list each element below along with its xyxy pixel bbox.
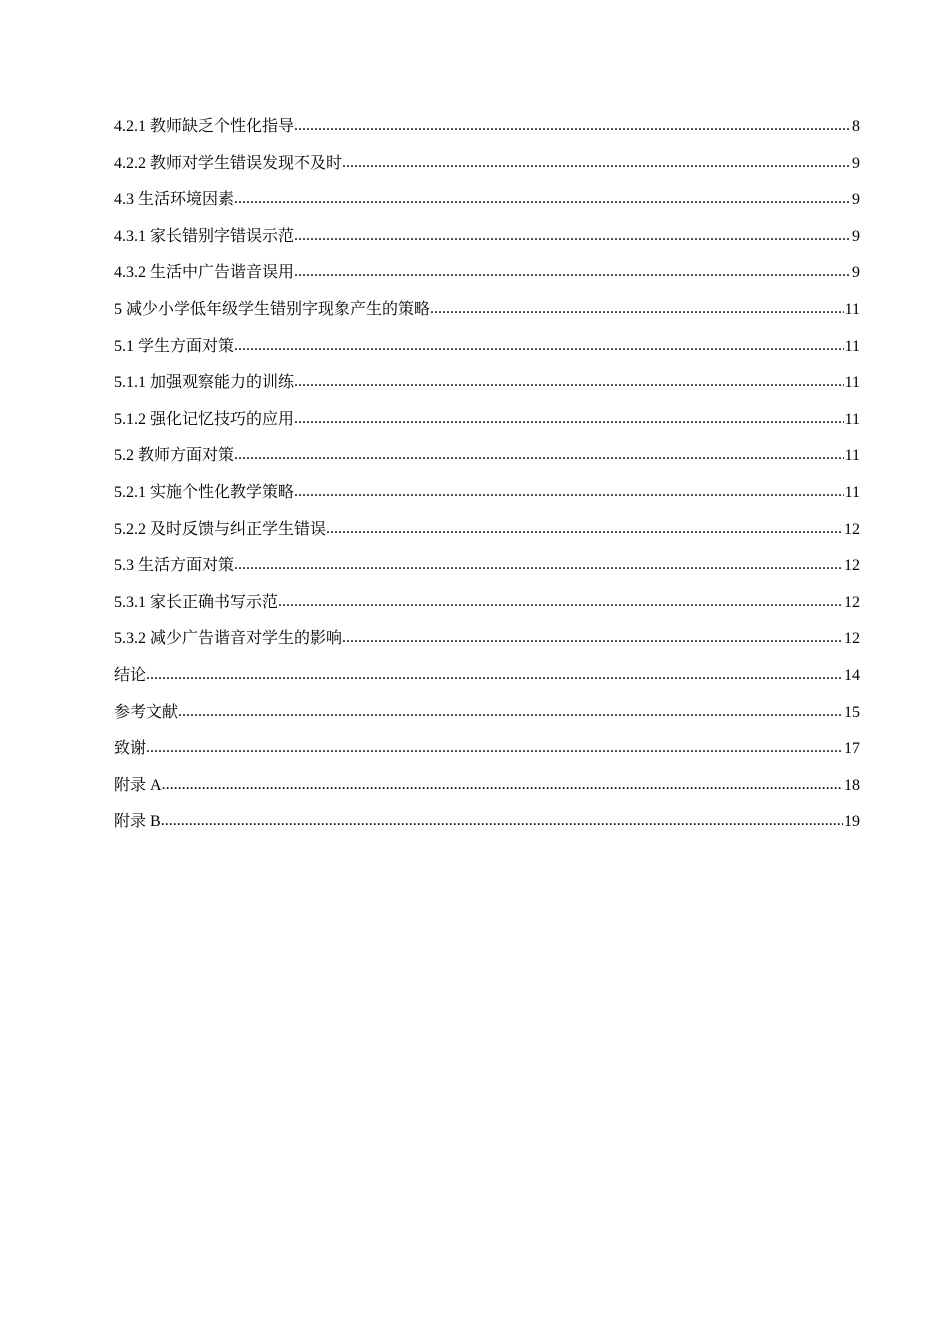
toc-entry[interactable] <box>114 402 860 439</box>
toc-dot-leader <box>342 145 851 182</box>
toc-entry-title: 4.2.1 教师缺乏个性化指导 <box>114 118 295 135</box>
toc-dot-leader <box>146 730 843 767</box>
toc-entry-title: 5 减少小学低年级学生错别字现象产生的策略 <box>114 300 431 318</box>
toc-dot-leader <box>294 108 851 145</box>
toc-entry[interactable] <box>114 182 860 219</box>
toc-entry-page: 12 <box>844 593 860 611</box>
toc-entry-title: 4.2.2 教师对学生错误发现不及时 <box>114 154 343 172</box>
toc-dot-leader <box>294 254 851 291</box>
toc-entry-page: 11 <box>844 300 860 318</box>
toc-dot-leader <box>342 620 843 657</box>
toc-entry-page: 18 <box>844 776 860 794</box>
toc-dot-leader <box>161 803 843 840</box>
toc-entry-title: 5.2.2 及时反馈与纠正学生错误 <box>114 520 327 538</box>
toc-entry-title: 5.3.1 家长正确书写示范 <box>114 593 279 611</box>
toc-entry-page: 11 <box>844 447 860 465</box>
toc-dot-leader <box>146 657 843 694</box>
toc-entry-title: 结论 <box>114 666 147 684</box>
toc-entry-title: 5.3.2 减少广告谐音对学生的影响 <box>114 630 343 648</box>
toc-entry-title: 5.3 生活方面对策 <box>114 557 235 575</box>
toc-entry[interactable] <box>114 329 860 366</box>
toc-entry-title: 4.3 生活环境因素 <box>114 191 235 209</box>
toc-entry[interactable] <box>114 731 860 768</box>
toc-entry-title: 5.1.1 加强观察能力的训练 <box>114 374 295 392</box>
toc-entry-title: 4.3.2 生活中广告谐音误用 <box>114 264 295 282</box>
toc-entry-page: 12 <box>844 520 860 538</box>
toc-entry-page: 9 <box>852 264 860 282</box>
toc-entry-page: 9 <box>852 227 860 245</box>
toc-entry[interactable] <box>114 292 860 329</box>
toc-entry[interactable] <box>114 475 860 512</box>
toc-entry-title: 致谢 <box>114 740 147 758</box>
toc-entry[interactable] <box>114 146 860 183</box>
toc-dot-leader <box>162 767 843 804</box>
toc-entry-title: 附录 B <box>114 813 161 831</box>
toc-entry[interactable] <box>114 585 860 622</box>
toc-entry[interactable] <box>114 658 860 695</box>
toc-entry-page: 8 <box>852 118 860 135</box>
toc-entry-page: 11 <box>844 483 860 501</box>
toc-entry[interactable] <box>114 621 860 658</box>
toc-entry-title: 5.1.2 强化记忆技巧的应用 <box>114 410 295 428</box>
toc-entry[interactable] <box>114 219 860 256</box>
toc-entry-page: 11 <box>844 410 860 428</box>
toc-entry[interactable] <box>114 365 860 402</box>
toc-entry-page: 12 <box>844 557 860 575</box>
toc-dot-leader <box>294 218 851 255</box>
toc-entry-page: 14 <box>844 666 860 684</box>
toc-dot-leader <box>278 584 843 621</box>
toc-entry-page: 12 <box>844 630 860 648</box>
toc-entry-title: 4.3.1 家长错别字错误示范 <box>114 227 295 245</box>
toc-dot-leader <box>430 291 844 328</box>
toc-entry[interactable] <box>114 512 860 549</box>
toc-entry-title: 5.1 学生方面对策 <box>114 337 235 355</box>
table-of-contents <box>114 109 860 841</box>
toc-entry-page: 15 <box>844 703 860 721</box>
toc-dot-leader <box>294 474 844 511</box>
toc-dot-leader <box>178 694 843 731</box>
toc-dot-leader <box>294 401 844 438</box>
toc-dot-leader <box>234 328 844 365</box>
toc-entry-title: 5.2.1 实施个性化教学策略 <box>114 483 295 501</box>
toc-entry-page: 9 <box>852 154 860 172</box>
toc-dot-leader <box>234 437 844 474</box>
toc-entry-title: 5.2 教师方面对策 <box>114 447 235 465</box>
toc-entry-page: 11 <box>844 374 860 392</box>
toc-entry-page: 19 <box>844 813 860 831</box>
toc-dot-leader <box>326 511 843 548</box>
toc-dot-leader <box>234 181 851 218</box>
toc-dot-leader <box>294 364 844 401</box>
toc-dot-leader <box>234 547 843 584</box>
toc-entry[interactable] <box>114 255 860 292</box>
toc-entry[interactable] <box>114 438 860 475</box>
toc-entry[interactable] <box>114 804 860 841</box>
toc-entry-title: 参考文献 <box>114 703 179 721</box>
toc-entry[interactable] <box>114 695 860 732</box>
toc-entry-page: 9 <box>852 191 860 209</box>
toc-entry[interactable] <box>114 109 860 146</box>
toc-entry-title: 附录 A <box>114 776 162 794</box>
toc-entry[interactable] <box>114 768 860 805</box>
toc-entry[interactable] <box>114 548 860 585</box>
toc-entry-page: 17 <box>844 740 860 758</box>
toc-entry-page: 11 <box>844 337 860 355</box>
